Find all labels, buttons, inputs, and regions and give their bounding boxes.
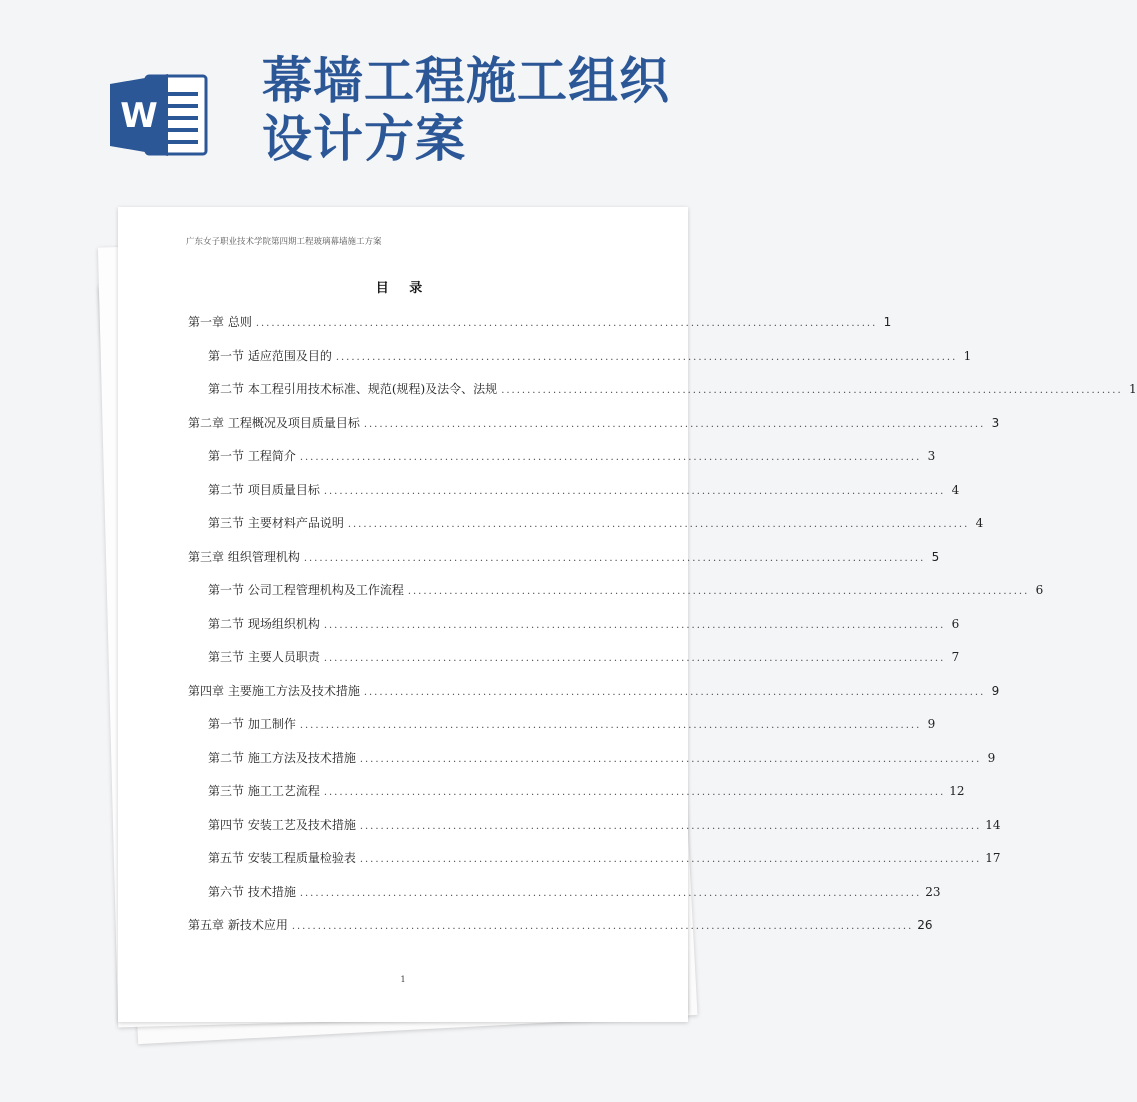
toc-entry-page: 23	[925, 884, 941, 899]
toc-entry-label: 第六节 技术措施	[208, 884, 296, 899]
page-number: 1	[400, 975, 406, 984]
toc-entry-page: 17	[985, 851, 1001, 865]
toc-chapter-entry[interactable]	[188, 682, 1000, 699]
toc-entry-label: 第一节 公司工程管理机构及工作流程	[208, 583, 404, 597]
toc-dot-leader: ........................................................................................................................	[323, 653, 946, 664]
toc-section-entry[interactable]	[208, 347, 972, 364]
toc-entry-page: 9	[927, 717, 936, 731]
toc-dot-leader: ........................................................................................................................	[359, 753, 982, 765]
toc-entry-label: 第五章 新技术应用	[188, 918, 288, 932]
toc-entry-page: 6	[951, 616, 960, 631]
toc-dot-leader: ........................................................................................................................	[363, 418, 986, 430]
word-document-icon	[108, 70, 208, 160]
toc-entry-page: 26	[917, 918, 933, 932]
toc-entry-page: 6	[1035, 583, 1044, 597]
toc-entry-label: 第五节 安装工程质量检验表	[208, 851, 356, 865]
toc-entry-page: 1	[883, 315, 892, 329]
toc-dot-leader: ........................................................................................................................	[255, 318, 878, 329]
toc-section-entry[interactable]	[208, 715, 936, 732]
toc-dot-leader: ........................................................................................................................	[335, 351, 958, 363]
toc-entry-label: 第四节 安装工艺及技术措施	[208, 817, 356, 832]
toc-section-entry[interactable]	[208, 481, 960, 498]
toc-chapter-entry[interactable]	[188, 548, 940, 565]
toc-section-entry[interactable]	[208, 514, 984, 531]
toc-entry-page: 3	[991, 415, 1000, 430]
toc-dot-leader: ........................................................................................................................	[323, 619, 946, 631]
toc-title: 目 录	[375, 281, 431, 296]
toc-entry-label: 第二章 工程概况及项目质量目标	[188, 415, 360, 430]
toc-section-entry[interactable]	[208, 581, 1044, 598]
toc-entry-page: 5	[931, 549, 940, 564]
toc-chapter-entry[interactable]	[188, 916, 933, 933]
toc-entry-page: 3	[927, 449, 936, 463]
toc-dot-leader: ........................................................................................................................	[303, 552, 926, 564]
document-header: 广东女子职业技术学院第四期工程玻璃幕墙施工方案	[186, 237, 382, 247]
toc-entry-label: 第一节 适应范围及目的	[208, 348, 332, 363]
toc-entry-page: 4	[975, 516, 984, 530]
toc-dot-leader: ........................................................................................................................	[299, 452, 922, 463]
document-page	[118, 207, 1137, 1022]
toc-dot-leader: ........................................................................................................................	[359, 854, 982, 865]
toc-entry-label: 第一章 总则	[188, 315, 252, 329]
toc-entry-label: 第二节 项目质量目标	[208, 482, 320, 497]
toc-section-entry[interactable]	[208, 615, 960, 632]
toc-entry-label: 第二节 施工方法及技术措施	[208, 750, 356, 765]
toc-entry-label: 第四章 主要施工方法及技术措施	[188, 683, 360, 698]
toc-dot-leader: ........................................................................................................................	[363, 686, 986, 698]
toc-dot-leader: ........................................................................................................................	[323, 787, 946, 798]
toc-entry-label: 第三节 主要材料产品说明	[208, 516, 344, 530]
toc-entry-label: 第一节 工程简介	[208, 449, 296, 463]
banner-title-line-1: 幕墙工程施工组织	[262, 52, 670, 110]
toc-dot-leader: ........................................................................................................................	[347, 519, 970, 530]
svg-text:W: W	[120, 96, 158, 136]
toc-dot-leader: ........................................................................................................................	[407, 586, 1030, 597]
toc-entry-label: 第三章 组织管理机构	[188, 549, 300, 564]
toc-chapter-entry[interactable]	[188, 313, 892, 330]
toc-section-entry[interactable]	[208, 380, 1137, 397]
toc-dot-leader: ........................................................................................................................	[359, 820, 982, 832]
toc-chapter-entry[interactable]	[188, 414, 1000, 431]
toc-entry-page: 9	[991, 683, 1000, 698]
toc-section-entry[interactable]	[208, 749, 996, 766]
toc-section-entry[interactable]	[208, 849, 1001, 866]
toc-entry-page: 1	[1129, 382, 1137, 396]
toc-section-entry[interactable]	[208, 816, 1001, 833]
toc-entry-label: 第三节 施工工艺流程	[208, 784, 320, 798]
toc-entry-label: 第二节 现场组织机构	[208, 616, 320, 631]
toc-dot-leader: ........................................................................................................................	[299, 887, 922, 899]
banner-title	[262, 52, 762, 168]
toc-entry-page: 4	[951, 482, 960, 497]
toc-section-entry[interactable]	[208, 447, 936, 464]
toc-entry-label: 第二节 本工程引用技术标准、规范(规程)及法令、法规	[208, 382, 498, 396]
toc-dot-leader: ........................................................................................................................	[291, 921, 914, 932]
toc-dot-leader: ........................................................................................................................	[299, 720, 922, 731]
toc-entry-page: 1	[963, 348, 972, 363]
toc-entry-page: 12	[949, 784, 965, 798]
toc-section-entry[interactable]	[208, 782, 965, 799]
toc-entry-label: 第一节 加工制作	[208, 717, 296, 731]
toc-section-entry[interactable]	[208, 883, 941, 900]
toc-section-entry[interactable]	[208, 648, 960, 665]
banner-title-line-2: 设计方案	[262, 110, 466, 168]
toc-entry-page: 9	[987, 750, 996, 765]
toc-dot-leader: ........................................................................................................................	[501, 385, 1123, 396]
toc-entry-page: 14	[985, 817, 1001, 832]
toc-entry-page: 7	[951, 650, 960, 664]
toc-dot-leader: ........................................................................................................................	[323, 485, 946, 497]
toc-entry-label: 第三节 主要人员职责	[208, 650, 320, 664]
